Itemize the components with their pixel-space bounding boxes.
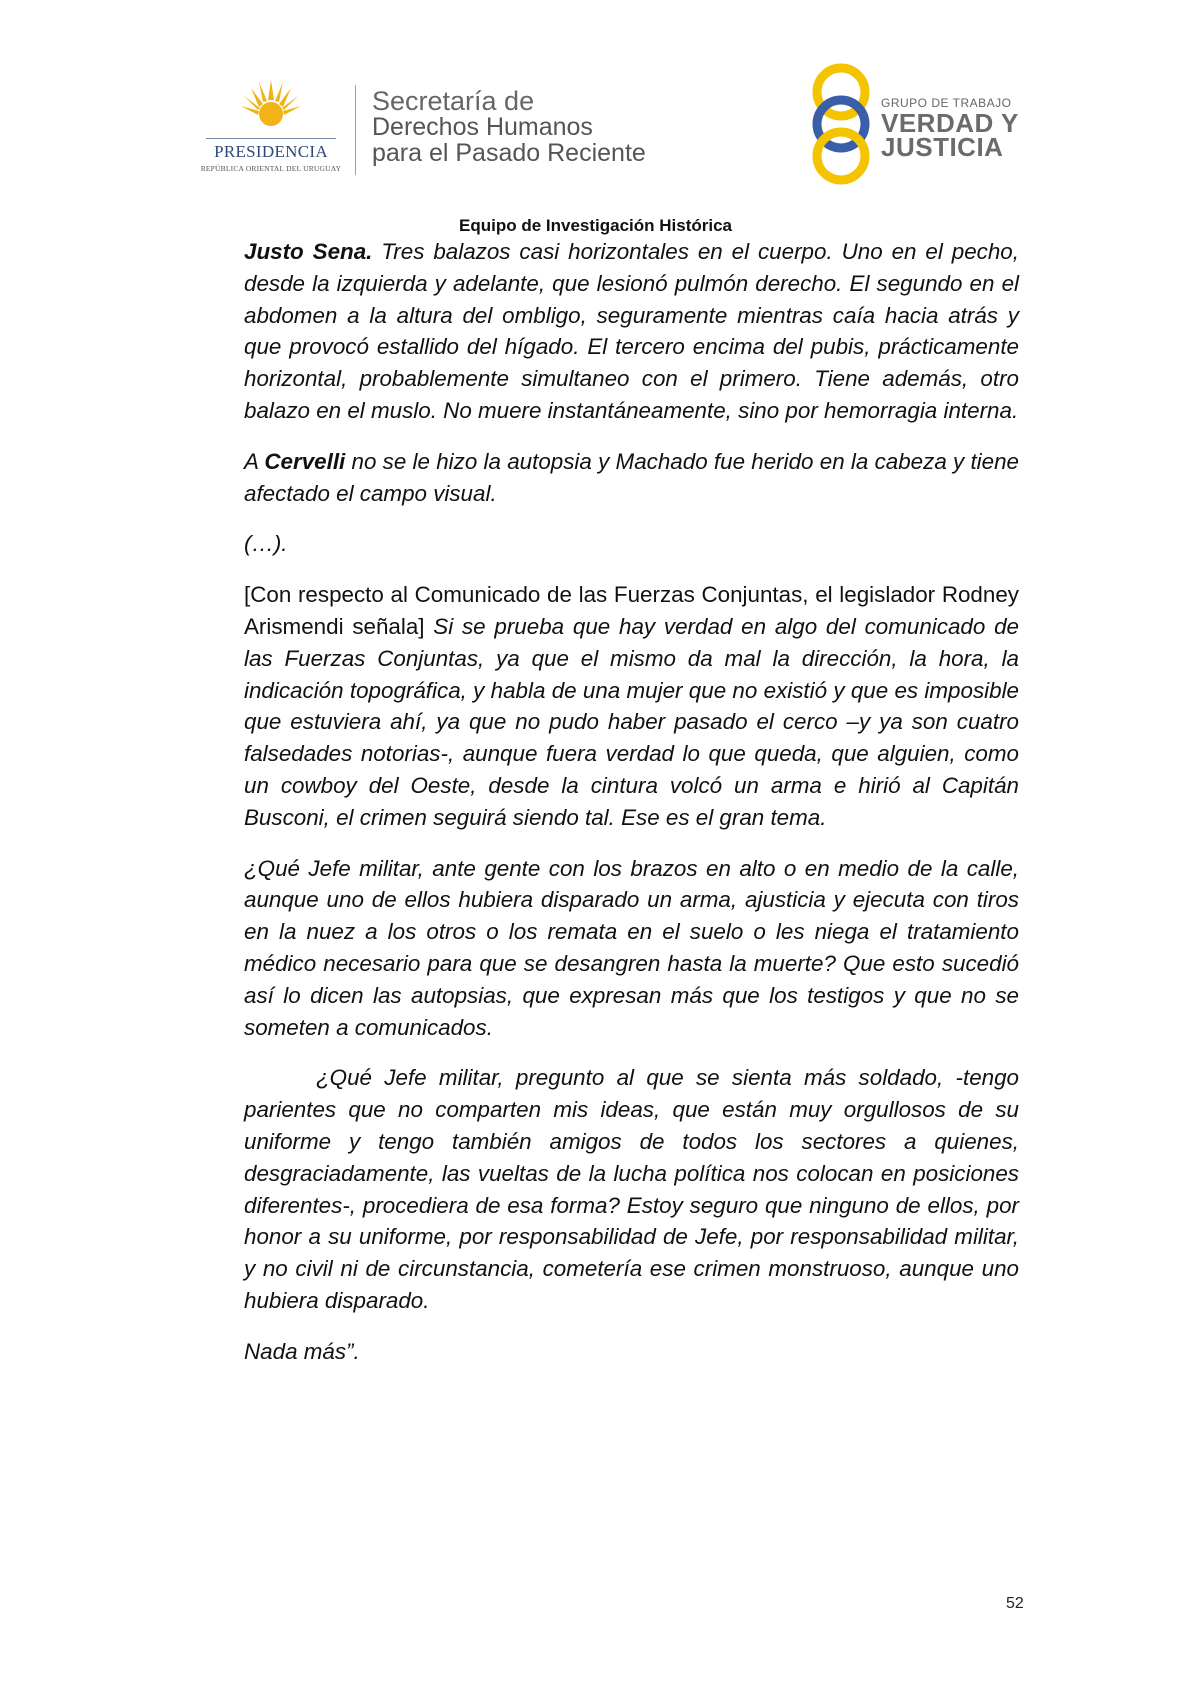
paragraph-1 [244, 236, 1019, 427]
paragraph-7: Nada más”. [244, 1338, 360, 1364]
sun-icon [241, 80, 301, 138]
header-separator [355, 85, 356, 175]
paragraph-4-quote: Si se prueba que hay verdad en algo del comunicado de las Fuerzas Conjuntas, ya que el mismo da mal la dirección, la hora, la indicación topográfica, y habla de una mujer que no existió y que es imposible que estuviera ahí, ya que no pudo haber pasado el cerco –y ya son cuatro falsedades notorias-, aunque fuera verdad lo que queda, que alguien, como un cowboy del Oeste, desde la cintura volcó un arma e hirió al Capitán Busconi, el crimen seguirá siendo tal. Ese es el gran tema. [244, 613, 1019, 830]
paragraph-3: (…). [244, 531, 288, 557]
paragraph-4 [244, 579, 1019, 833]
grupo-trabajo-logo [805, 62, 1035, 187]
document-body [244, 236, 1019, 1387]
grupo-line1: GRUPO DE TRABAJO [881, 96, 1012, 110]
paragraph-5: ¿Qué Jefe militar, ante gente con los brazos en alto o en medio de la calle, aunque uno de ellos hubiera disparado un arma, ajusticia y ejecuta con tiros en la nuez a los otros o los remata en el suelo o les niega el tratamiento médico necesario para que se desangren hasta la muerte? Que esto sucedió así lo dicen las autopsias, que expresan más que los testigos y que no se someten a comunicados. [244, 855, 1019, 1040]
paragraph-6: ¿Qué Jefe militar, pregunto al que se sienta más soldado, -tengo parientes que no comparten mis ideas, que están muy orgullosos de su uniforme y tengo también amigos de todos los sectores a quienes, desgraciadamente, las vueltas de la lucha política nos colocan en posiciones diferentes-, procediera de esa forma? Estoy seguro que ninguno de ellos, por honor a su uniforme, por responsabilidad de Jefe, por responsabilidad militar, y no civil ni de circunstancia, cometería ese crimen monstruoso, aunque uno hubiera disparado. [244, 1065, 1019, 1313]
presidencia-logo [196, 80, 346, 180]
paragraph-1-lead: Justo Sena. [244, 239, 373, 264]
page-header [0, 0, 1191, 215]
secretaria-logo-text [372, 88, 646, 166]
secretaria-line1: Secretaría de [372, 86, 535, 116]
paragraph-4-plain: [Con respecto al Comunicado de las Fuerzas Conjuntas, el legislador Rodney Arismendi señala] [244, 582, 1019, 639]
paragraph-2 [244, 446, 1019, 510]
paragraph-2-bold: Cervelli [264, 448, 346, 474]
page-number: 52 [1006, 1595, 1024, 1612]
team-title: Equipo de Investigación Histórica [459, 216, 732, 235]
paragraph-2-text: no se le hizo la autopsia y Machado fue herido en la cabeza y tiene afectado el campo visual. [244, 448, 1020, 506]
presidencia-subtitle: REPÚBLICA ORIENTAL DEL URUGUAY [200, 164, 342, 173]
grupo-line2: VERDAD Y [881, 108, 1019, 138]
presidencia-divider [206, 138, 336, 139]
paragraph-2-pre: A [244, 448, 265, 474]
grupo-line3: JUSTICIA [881, 132, 1004, 162]
paragraph-1-text: Tres balazos casi horizontales en el cuerpo. Uno en el pecho, desde la izquierda y adelante, que lesionó pulmón derecho. El segundo en el abdomen a la altura del ombligo, seguramente mientras caía hacia atrás y que provocó estallido del hígado. El tercero encima del pubis, prácticamente horizontal, probablemente simultaneo con el primero. Tiene además, otro balazo en el muslo. No muere instantáneamente, sino por hemorragia interna. [244, 239, 1019, 423]
rings-icon [805, 62, 877, 187]
secretaria-line3: para el Pasado Reciente [372, 139, 646, 167]
presidencia-name: PRESIDENCIA [214, 142, 328, 161]
secretaria-line2: Derechos Humanos [372, 113, 593, 141]
